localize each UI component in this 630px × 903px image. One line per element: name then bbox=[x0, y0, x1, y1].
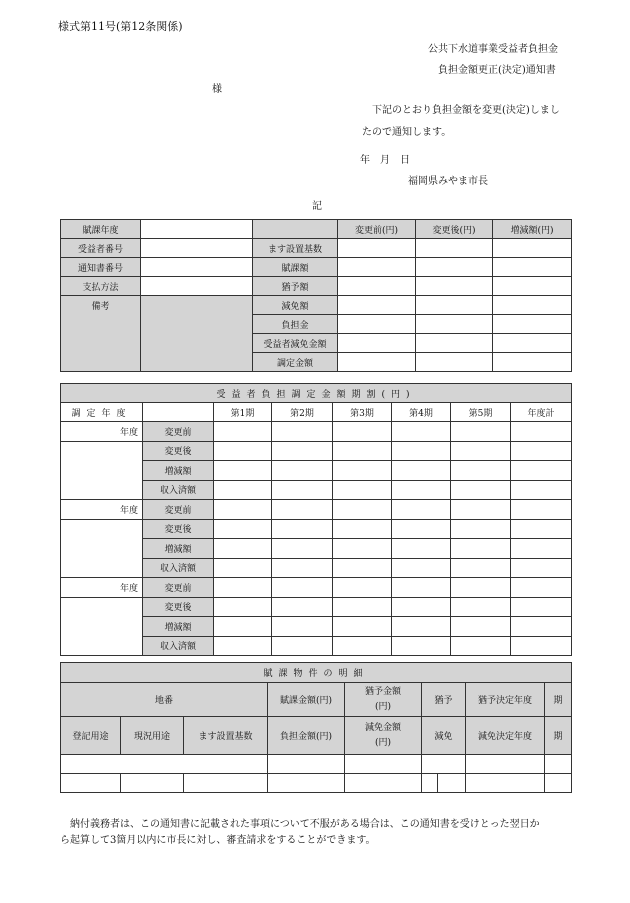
schedule-row-label: 変更後 bbox=[143, 441, 214, 461]
schedule-table bbox=[60, 383, 572, 656]
row-label-exemption: 減免額 bbox=[253, 296, 338, 315]
property-title: 賦課物件の明細 bbox=[61, 663, 572, 683]
schedule-value-cell bbox=[511, 480, 572, 500]
schedule-value-cell bbox=[392, 578, 451, 598]
schedule-value-cell bbox=[272, 500, 333, 520]
schedule-value-cell bbox=[214, 480, 272, 500]
schedule-row-label: 増減額 bbox=[143, 461, 214, 481]
period-3-header: 第3期 bbox=[333, 403, 392, 422]
schedule-row-label: 収入済額 bbox=[143, 558, 214, 578]
schedule-value-cell bbox=[333, 539, 392, 559]
period-1-header: 第1期 bbox=[214, 403, 272, 422]
schedule-title: 受益者負担調定金額期割(円) bbox=[61, 384, 572, 403]
row-label-assessment: 賦課額 bbox=[253, 258, 338, 277]
schedule-row-label: 変更後 bbox=[143, 597, 214, 617]
row-label-deferral: 猶予額 bbox=[253, 277, 338, 296]
schedule-value-cell bbox=[511, 539, 572, 559]
schedule-value-cell bbox=[214, 441, 272, 461]
row-label-masu: ます設置基数 bbox=[253, 239, 338, 258]
schedule-value-cell bbox=[392, 558, 451, 578]
footer-note-line-2: ら起算して3箇月以内に市長に対し、審査請求をすることができます。 bbox=[60, 835, 376, 846]
schedule-value-cell bbox=[272, 461, 333, 481]
lot-number-value bbox=[61, 755, 268, 774]
schedule-value-cell bbox=[214, 422, 272, 442]
schedule-value-cell bbox=[511, 558, 572, 578]
intro-line-1: 下記のとおり負担金額を変更(決定)しまし bbox=[372, 105, 560, 116]
label-fiscal-year: 賦課年度 bbox=[61, 220, 141, 239]
title-line-2: 負担金額更正(決定)通知書 bbox=[438, 65, 556, 76]
label-notice-number: 通知書番号 bbox=[61, 258, 141, 277]
schedule-year-cell: 年度 bbox=[61, 578, 143, 598]
schedule-value-cell bbox=[511, 636, 572, 656]
registered-use-header: 登記用途 bbox=[61, 717, 121, 755]
schedule-row bbox=[61, 578, 572, 598]
schedule-value-cell bbox=[511, 500, 572, 520]
schedule-value-cell bbox=[272, 539, 333, 559]
schedule-value-cell bbox=[333, 597, 392, 617]
schedule-value-cell bbox=[511, 422, 572, 442]
schedule-value-cell bbox=[392, 441, 451, 461]
footer-note-line-1: 納付義務者は、この通知書に記載された事項について不服がある場合は、この通知書を受けとった翌日か bbox=[70, 819, 540, 830]
schedule-value-cell bbox=[214, 636, 272, 656]
charge-amount-header: 負担金額(円) bbox=[268, 717, 345, 755]
schedule-value-cell bbox=[272, 597, 333, 617]
schedule-value-cell bbox=[272, 558, 333, 578]
schedule-row-label: 変更前 bbox=[143, 422, 214, 442]
schedule-value-cell bbox=[333, 441, 392, 461]
schedule-value-cell bbox=[511, 519, 572, 539]
deferral-amount-header: 猶予金額 (円) bbox=[345, 683, 422, 717]
schedule-value-cell bbox=[333, 636, 392, 656]
schedule-value-cell bbox=[392, 480, 451, 500]
ki-heading: 記 bbox=[312, 201, 322, 212]
schedule-value-cell bbox=[214, 558, 272, 578]
property-table bbox=[60, 662, 572, 793]
lot-number-header: 地番 bbox=[61, 683, 268, 717]
header-diff: 増減額(円) bbox=[493, 220, 572, 239]
schedule-value-cell bbox=[214, 578, 272, 598]
masu-count-header: ます設置基数 bbox=[184, 717, 268, 755]
schedule-row bbox=[61, 422, 572, 442]
schedule-value-cell bbox=[451, 558, 511, 578]
schedule-value-cell bbox=[214, 539, 272, 559]
schedule-year-blank bbox=[61, 597, 143, 656]
addressee-suffix: 様 bbox=[212, 84, 222, 95]
schedule-row bbox=[61, 500, 572, 520]
deferral-header: 猶予 bbox=[422, 683, 466, 717]
schedule-value-cell bbox=[214, 461, 272, 481]
schedule-value-cell bbox=[272, 578, 333, 598]
issuer: 福岡県みやま市長 bbox=[408, 176, 488, 187]
row-label-beneficiary-exemption: 受益者減免金額 bbox=[253, 334, 338, 353]
schedule-value-cell bbox=[511, 617, 572, 637]
schedule-year-cell: 年度 bbox=[61, 422, 143, 442]
schedule-value-cell bbox=[272, 519, 333, 539]
schedule-value-cell bbox=[392, 519, 451, 539]
assessment-amount-header: 賦課金額(円) bbox=[268, 683, 345, 717]
schedule-value-cell bbox=[333, 500, 392, 520]
date-label: 年 月 日 bbox=[360, 155, 410, 166]
schedule-value-cell bbox=[392, 461, 451, 481]
exemption-header: 減免 bbox=[422, 717, 466, 755]
label-remarks: 備考 bbox=[61, 296, 141, 372]
schedule-value-cell bbox=[511, 597, 572, 617]
current-use-header: 現況用途 bbox=[121, 717, 184, 755]
schedule-value-cell bbox=[392, 636, 451, 656]
schedule-value-cell bbox=[451, 422, 511, 442]
fiscal-year-value bbox=[141, 220, 253, 239]
schedule-value-cell bbox=[214, 617, 272, 637]
schedule-year-header: 調定年度 bbox=[61, 403, 143, 422]
schedule-row-label: 変更前 bbox=[143, 578, 214, 598]
schedule-value-cell bbox=[392, 422, 451, 442]
title-line-1: 公共下水道事業受益者負担金 bbox=[428, 44, 558, 55]
schedule-value-cell bbox=[333, 422, 392, 442]
schedule-value-cell bbox=[451, 539, 511, 559]
schedule-value-cell bbox=[451, 617, 511, 637]
exemption-amount-header: 減免金額 (円) bbox=[345, 717, 422, 755]
schedule-year-blank bbox=[61, 519, 143, 578]
exemption-period-header: 期 bbox=[545, 717, 572, 755]
exemption-year-header: 減免決定年度 bbox=[466, 717, 545, 755]
row-label-fixed-amount: 調定金額 bbox=[253, 353, 338, 372]
schedule-value-cell bbox=[511, 461, 572, 481]
period-4-header: 第4期 bbox=[392, 403, 451, 422]
schedule-row-label: 収入済額 bbox=[143, 636, 214, 656]
schedule-row-label: 収入済額 bbox=[143, 480, 214, 500]
schedule-value-cell bbox=[451, 500, 511, 520]
schedule-value-cell bbox=[451, 441, 511, 461]
schedule-value-cell bbox=[451, 597, 511, 617]
label-beneficiary-number: 受益者番号 bbox=[61, 239, 141, 258]
schedule-value-cell bbox=[451, 519, 511, 539]
summary-table bbox=[60, 219, 572, 372]
year-total-header: 年度計 bbox=[511, 403, 572, 422]
schedule-row bbox=[61, 597, 572, 617]
schedule-value-cell bbox=[272, 636, 333, 656]
schedule-year-blank bbox=[61, 441, 143, 500]
header-after: 変更後(円) bbox=[416, 220, 493, 239]
schedule-value-cell bbox=[451, 636, 511, 656]
schedule-value-cell bbox=[333, 480, 392, 500]
schedule-value-cell bbox=[392, 617, 451, 637]
schedule-value-cell bbox=[511, 578, 572, 598]
schedule-value-cell bbox=[392, 597, 451, 617]
header-before: 変更前(円) bbox=[338, 220, 416, 239]
schedule-value-cell bbox=[451, 461, 511, 481]
schedule-value-cell bbox=[272, 617, 333, 637]
label-payment-method: 支払方法 bbox=[61, 277, 141, 296]
schedule-row bbox=[61, 441, 572, 461]
form-number: 様式第11号(第12条関係) bbox=[58, 20, 183, 33]
schedule-value-cell bbox=[392, 500, 451, 520]
schedule-row-label: 変更前 bbox=[143, 500, 214, 520]
schedule-value-cell bbox=[214, 597, 272, 617]
schedule-value-cell bbox=[214, 500, 272, 520]
remarks-value bbox=[141, 296, 253, 372]
schedule-row-label: 増減額 bbox=[143, 539, 214, 559]
schedule-year-cell: 年度 bbox=[61, 500, 143, 520]
schedule-row bbox=[61, 519, 572, 539]
schedule-value-cell bbox=[272, 422, 333, 442]
schedule-value-cell bbox=[272, 441, 333, 461]
schedule-value-cell bbox=[333, 461, 392, 481]
blank-header bbox=[253, 220, 338, 239]
schedule-value-cell bbox=[333, 519, 392, 539]
intro-line-2: たので通知します。 bbox=[362, 127, 452, 138]
schedule-value-cell bbox=[214, 519, 272, 539]
period-5-header: 第5期 bbox=[451, 403, 511, 422]
schedule-value-cell bbox=[333, 578, 392, 598]
schedule-row-label: 変更後 bbox=[143, 519, 214, 539]
schedule-value-cell bbox=[333, 617, 392, 637]
deferral-year-header: 猶予決定年度 bbox=[466, 683, 545, 717]
schedule-row-label: 増減額 bbox=[143, 617, 214, 637]
schedule-value-cell bbox=[511, 441, 572, 461]
schedule-value-cell bbox=[333, 558, 392, 578]
deferral-period-header: 期 bbox=[545, 683, 572, 717]
schedule-value-cell bbox=[272, 480, 333, 500]
schedule-value-cell bbox=[451, 480, 511, 500]
row-label-charge: 負担金 bbox=[253, 315, 338, 334]
schedule-value-cell bbox=[392, 539, 451, 559]
period-2-header: 第2期 bbox=[272, 403, 333, 422]
schedule-value-cell bbox=[451, 578, 511, 598]
